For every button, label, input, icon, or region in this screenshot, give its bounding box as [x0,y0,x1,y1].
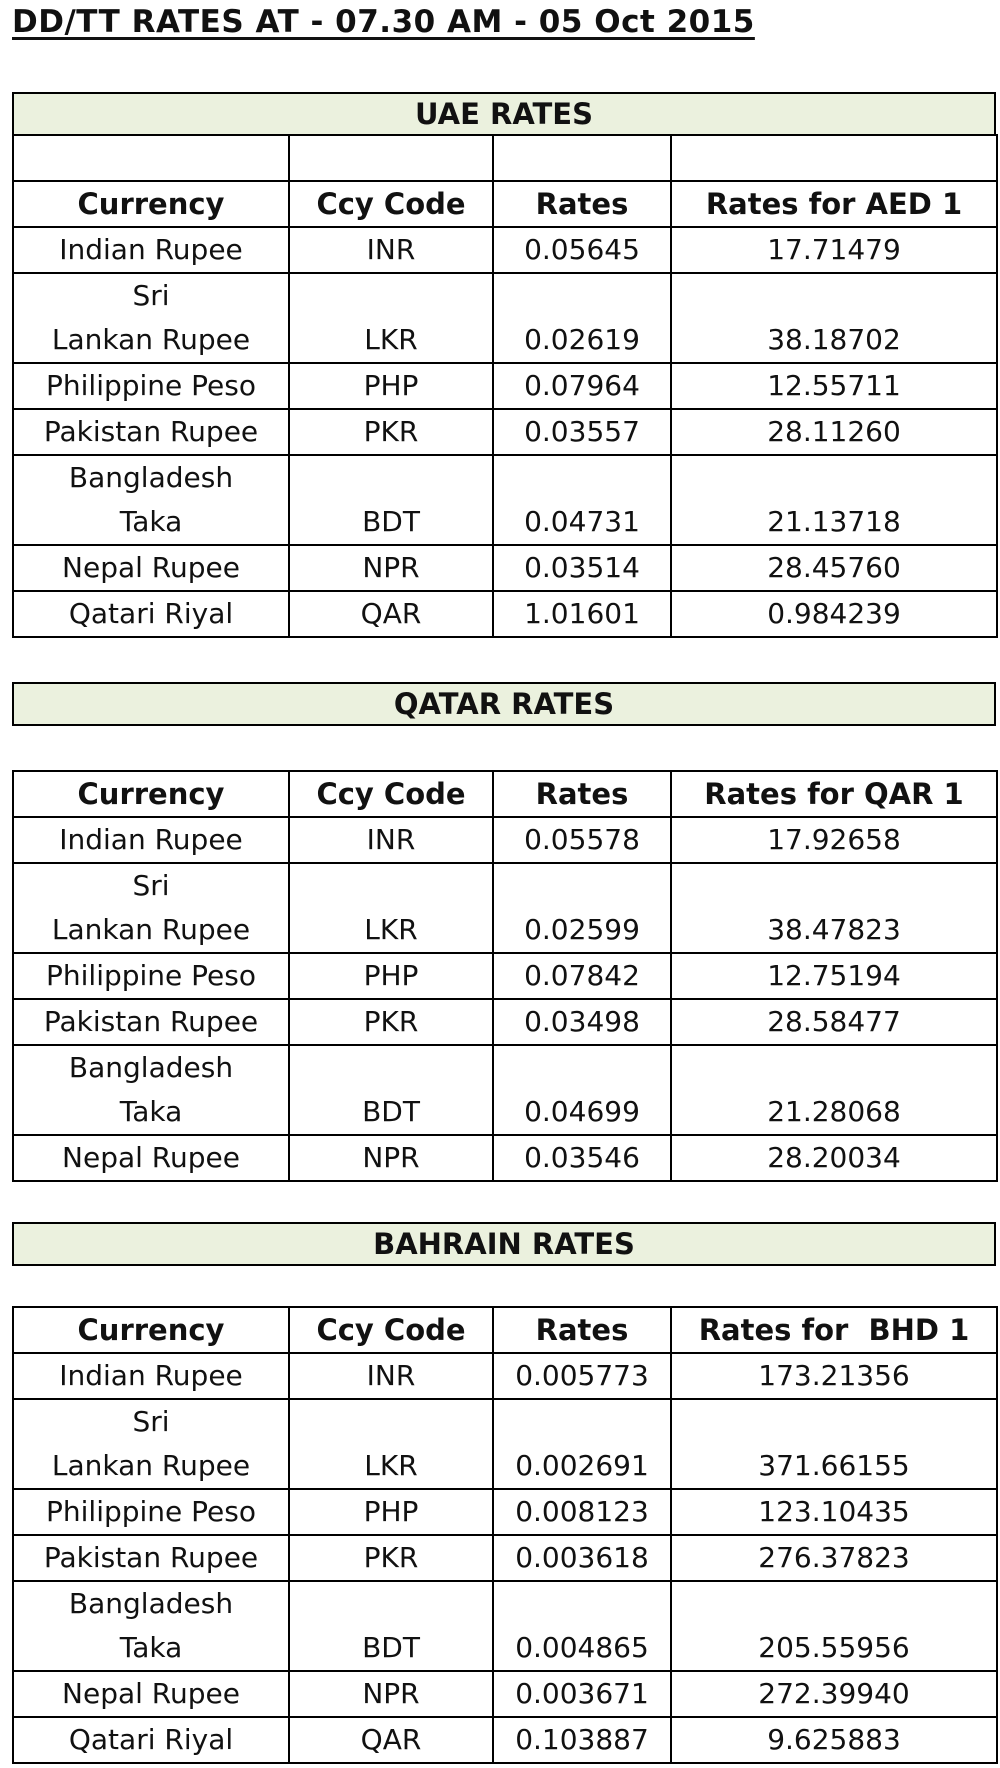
code-cell: LKR [289,273,493,363]
table-header-row [13,1307,997,1353]
table-row [13,1489,997,1535]
per-unit-cell: 371.66155 [671,1399,997,1489]
code-cell: LKR [289,863,493,953]
uae-rates-banner: UAE RATES [12,92,996,136]
table-row [13,545,997,591]
per-unit-cell: 38.47823 [671,863,997,953]
rate-cell: 0.003671 [493,1671,671,1717]
per-unit-cell: 28.20034 [671,1135,997,1181]
per-unit-cell: 21.28068 [671,1045,997,1135]
rate-cell: 0.003618 [493,1535,671,1581]
currency-cell: Bangladesh Taka [13,1045,289,1135]
currency-cell: Sri Lankan Rupee [13,863,289,953]
table-row [13,1671,997,1717]
currency-cell: Nepal Rupee [13,545,289,591]
code-cell: PHP [289,953,493,999]
header-ccy-code: Ccy Code [289,181,493,227]
per-unit-cell: 12.55711 [671,363,997,409]
table-header-row [13,181,997,227]
rate-cell: 1.01601 [493,591,671,637]
header-ccy-code: Ccy Code [289,1307,493,1353]
header-rates-per-unit: Rates for BHD 1 [671,1307,997,1353]
currency-cell: Sri Lankan Rupee [13,1399,289,1489]
rate-cell: 0.02599 [493,863,671,953]
table-row [13,1581,997,1671]
rate-cell: 0.002691 [493,1399,671,1489]
page-title: DD/TT RATES AT - 07.30 AM - 05 Oct 2015 [12,4,755,40]
per-unit-cell: 21.13718 [671,455,997,545]
header-currency: Currency [13,1307,289,1353]
code-cell: LKR [289,1399,493,1489]
rate-cell: 0.03557 [493,409,671,455]
currency-cell: Philippine Peso [13,1489,289,1535]
code-cell: BDT [289,455,493,545]
currency-cell: Pakistan Rupee [13,999,289,1045]
code-cell: PHP [289,363,493,409]
rate-cell: 0.04699 [493,1045,671,1135]
rate-cell: 0.03514 [493,545,671,591]
currency-cell: Indian Rupee [13,227,289,273]
code-cell: NPR [289,545,493,591]
currency-cell: Nepal Rupee [13,1671,289,1717]
currency-cell: Bangladesh Taka [13,455,289,545]
uae-rates-table [12,134,998,638]
header-currency: Currency [13,771,289,817]
currency-cell: Qatari Riyal [13,591,289,637]
table-row [13,1535,997,1581]
table-row [13,591,997,637]
header-rates: Rates [493,771,671,817]
table-row [13,363,997,409]
table-row [13,1353,997,1399]
code-cell: QAR [289,1717,493,1763]
header-currency: Currency [13,181,289,227]
rate-cell: 0.05578 [493,817,671,863]
code-cell: PKR [289,409,493,455]
per-unit-cell: 9.625883 [671,1717,997,1763]
per-unit-cell: 173.21356 [671,1353,997,1399]
table-row [13,999,997,1045]
rate-cell: 0.07964 [493,363,671,409]
currency-cell: Bangladesh Taka [13,1581,289,1671]
currency-cell: Qatari Riyal [13,1717,289,1763]
per-unit-cell: 272.39940 [671,1671,997,1717]
qatar-rates-banner: QATAR RATES [12,682,996,726]
code-cell: INR [289,817,493,863]
table-row [13,455,997,545]
table-row [13,1135,997,1181]
code-cell: INR [289,227,493,273]
table-row [13,273,997,363]
currency-cell: Pakistan Rupee [13,1535,289,1581]
bahrain-rates-banner: BAHRAIN RATES [12,1222,996,1266]
code-cell: NPR [289,1135,493,1181]
currency-cell: Philippine Peso [13,953,289,999]
header-rates: Rates [493,1307,671,1353]
currency-cell: Indian Rupee [13,1353,289,1399]
per-unit-cell: 28.11260 [671,409,997,455]
table-header-row [13,771,997,817]
per-unit-cell: 205.55956 [671,1581,997,1671]
rate-cell: 0.004865 [493,1581,671,1671]
rate-cell: 0.04731 [493,455,671,545]
table-row [13,227,997,273]
per-unit-cell: 28.58477 [671,999,997,1045]
table-row [13,817,997,863]
currency-cell: Pakistan Rupee [13,409,289,455]
currency-cell: Nepal Rupee [13,1135,289,1181]
header-rates: Rates [493,181,671,227]
per-unit-cell: 38.18702 [671,273,997,363]
per-unit-cell: 17.92658 [671,817,997,863]
rate-cell: 0.03498 [493,999,671,1045]
code-cell: INR [289,1353,493,1399]
code-cell: NPR [289,1671,493,1717]
table-row [13,1717,997,1763]
currency-cell: Sri Lankan Rupee [13,273,289,363]
code-cell: PHP [289,1489,493,1535]
rate-cell: 0.103887 [493,1717,671,1763]
header-rates-per-unit: Rates for QAR 1 [671,771,997,817]
table-row [13,1399,997,1489]
code-cell: PKR [289,1535,493,1581]
per-unit-cell: 12.75194 [671,953,997,999]
rate-cell: 0.07842 [493,953,671,999]
rate-cell: 0.005773 [493,1353,671,1399]
per-unit-cell: 17.71479 [671,227,997,273]
per-unit-cell: 276.37823 [671,1535,997,1581]
currency-cell: Indian Rupee [13,817,289,863]
bahrain-rates-table [12,1306,998,1764]
code-cell: BDT [289,1581,493,1671]
rate-cell: 0.02619 [493,273,671,363]
rate-cell: 0.03546 [493,1135,671,1181]
per-unit-cell: 123.10435 [671,1489,997,1535]
table-row [13,953,997,999]
code-cell: BDT [289,1045,493,1135]
currency-cell: Philippine Peso [13,363,289,409]
table-spacer-row [13,135,997,181]
header-ccy-code: Ccy Code [289,771,493,817]
table-row [13,1045,997,1135]
per-unit-cell: 28.45760 [671,545,997,591]
code-cell: QAR [289,591,493,637]
qatar-rates-table [12,770,998,1182]
rate-cell: 0.008123 [493,1489,671,1535]
header-rates-per-unit: Rates for AED 1 [671,181,997,227]
table-row [13,409,997,455]
rate-cell: 0.05645 [493,227,671,273]
table-row [13,863,997,953]
code-cell: PKR [289,999,493,1045]
per-unit-cell: 0.984239 [671,591,997,637]
